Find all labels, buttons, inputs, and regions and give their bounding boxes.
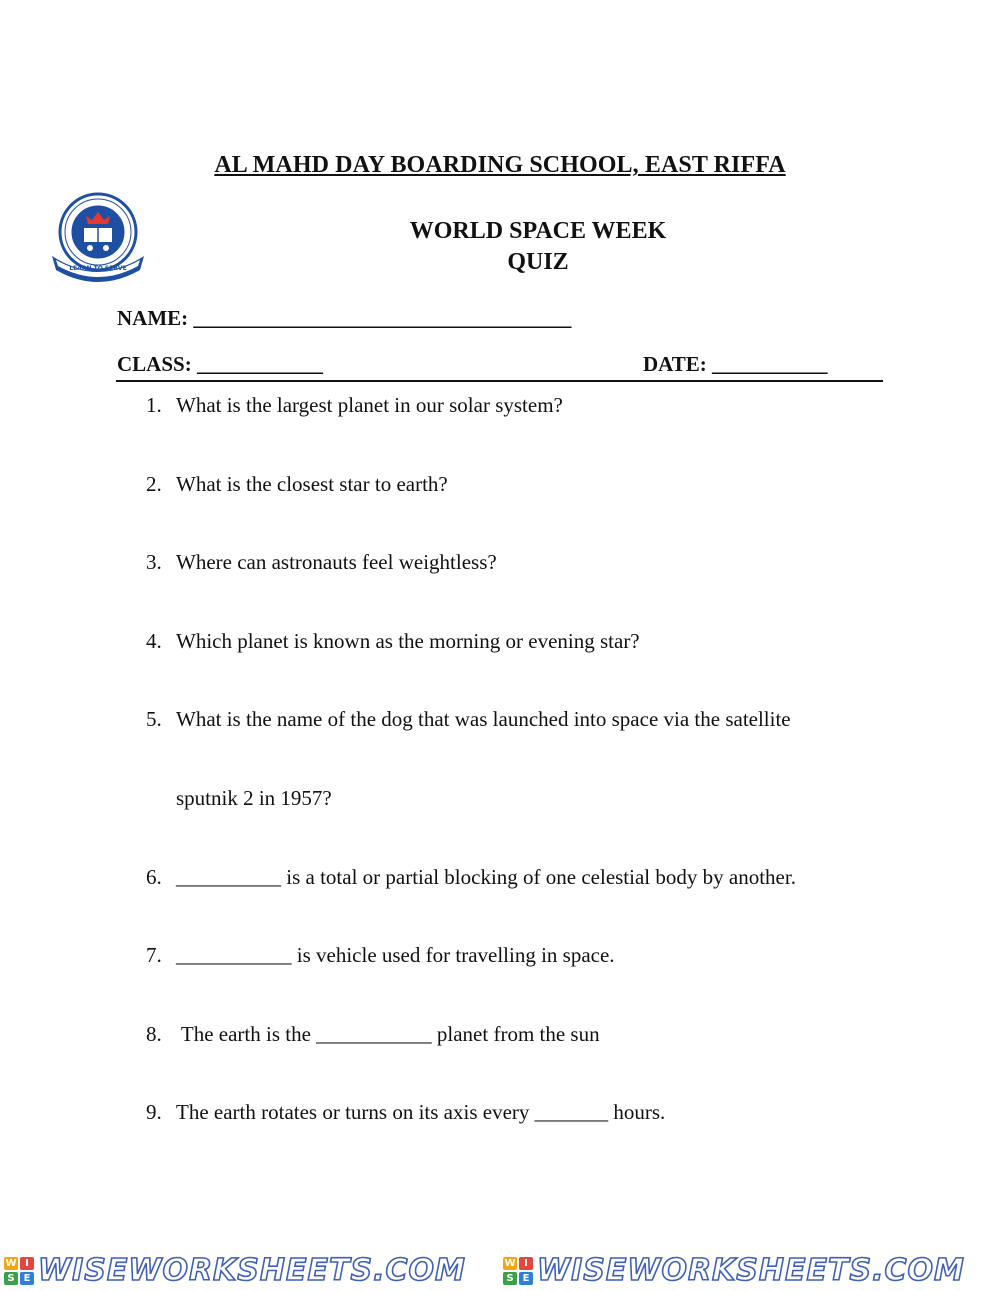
- question-text: What is the largest planet in our solar system?: [176, 393, 563, 417]
- footer-watermark-left: [4, 1254, 466, 1288]
- question-2: [146, 472, 448, 497]
- question-number: 7.: [146, 943, 162, 967]
- question-number: 5.: [146, 707, 162, 731]
- question-number: 1.: [146, 393, 162, 417]
- quiz-title-line2: QUIZ: [507, 249, 569, 275]
- question-number: 4.: [146, 629, 162, 653]
- block-tile: E: [519, 1272, 533, 1285]
- question-text: Where can astronauts feel weightless?: [176, 550, 497, 574]
- school-name: AL MAHD DAY BOARDING SCHOOL, EAST RIFFA: [214, 152, 786, 178]
- block-tile: I: [20, 1257, 34, 1270]
- question-6: [146, 865, 796, 890]
- watermark-text: WISEWORKSHEETS.COM: [38, 1253, 466, 1288]
- question-number: 3.: [146, 550, 162, 574]
- block-tile: S: [503, 1272, 517, 1285]
- question-number: 9.: [146, 1100, 162, 1124]
- block-tile: W: [504, 1258, 516, 1269]
- watermark-logo-icon: [503, 1257, 533, 1285]
- school-logo: [46, 190, 150, 286]
- class-field: CLASS: ____________: [117, 352, 323, 376]
- block-tile: I: [519, 1257, 533, 1270]
- footer-watermark-right: [503, 1254, 965, 1288]
- question-1: [146, 393, 563, 418]
- question-4: [146, 629, 640, 654]
- class-date-row: [117, 352, 883, 377]
- block-tile: S: [4, 1272, 18, 1285]
- logo-motto: LEARN TO SERVE: [69, 265, 127, 272]
- block-tile: E: [20, 1272, 34, 1285]
- question-text: Which planet is known as the morning or evening star?: [176, 629, 640, 653]
- question-8: [146, 1022, 600, 1047]
- quiz-title: [398, 216, 678, 278]
- question-text: The earth rotates or turns on its axis every _______ hours.: [176, 1100, 666, 1124]
- question-text: What is the closest star to earth?: [176, 472, 448, 496]
- watermark-text: WISEWORKSHEETS.COM: [537, 1253, 965, 1288]
- question-text: __________ is a total or partial blocking of one celestial body by another.: [176, 865, 796, 889]
- question-3: [146, 550, 497, 575]
- question-5-continuation: sputnik 2 in 1957?: [176, 786, 332, 810]
- question-text: The earth is the ___________ planet from the sun: [176, 1022, 600, 1046]
- question-5: [146, 707, 791, 732]
- watermark-logo-icon: [4, 1257, 34, 1285]
- question-number: 8.: [146, 1022, 162, 1046]
- question-text: ___________ is vehicle used for travelling in space.: [176, 943, 615, 967]
- question-9: [146, 1100, 665, 1125]
- header-divider: [116, 380, 883, 382]
- question-number: 6.: [146, 865, 162, 889]
- date-field: DATE: ___________: [643, 352, 828, 376]
- name-field: NAME: ____________________________________: [117, 306, 572, 330]
- question-number: 2.: [146, 472, 162, 496]
- question-7: [146, 943, 615, 968]
- block-tile: W: [5, 1258, 17, 1269]
- quiz-title-line1: WORLD SPACE WEEK: [409, 218, 667, 244]
- question-text: What is the name of the dog that was launched into space via the satellite: [176, 707, 791, 731]
